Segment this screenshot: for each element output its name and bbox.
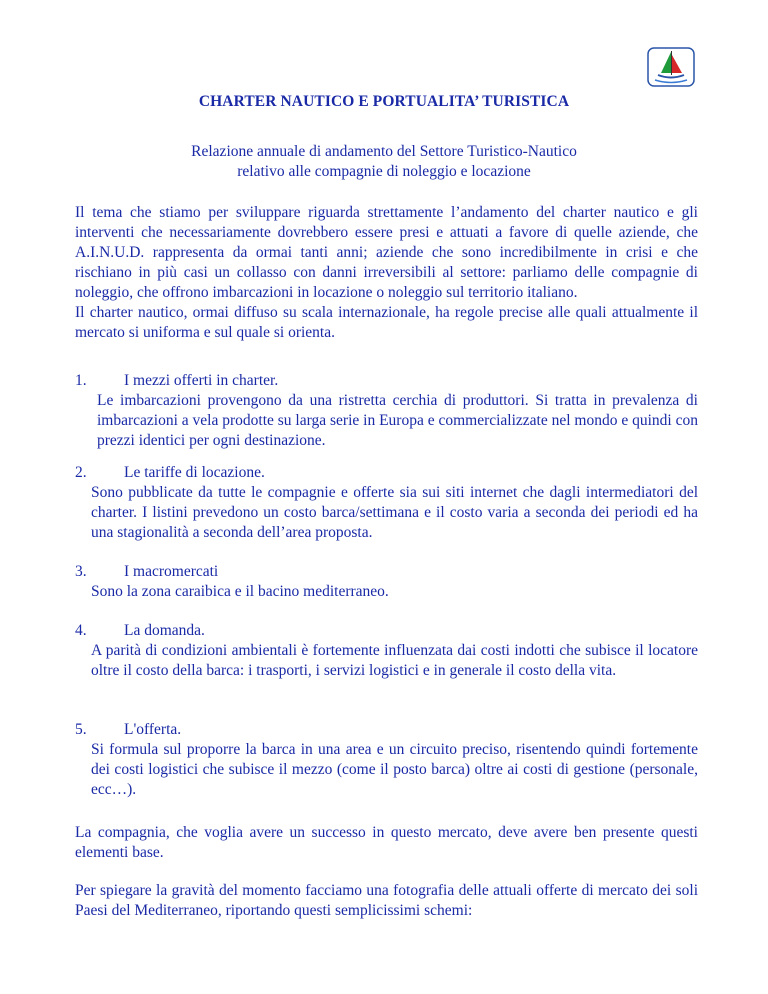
item-number: 1. xyxy=(75,372,87,389)
intro-paragraph-2: Il charter nautico, ormai diffuso su scala internazionale, ha regole precise alle quali attualmente il mercato si uniforma e sul quale si orienta. xyxy=(75,304,698,341)
item-heading: La domanda. xyxy=(124,622,205,639)
item-number: 4. xyxy=(75,622,87,639)
item-text: Sono la zona caraibica e il bacino mediterraneo. xyxy=(91,583,389,600)
list-item xyxy=(75,371,698,451)
document-title: CHARTER NAUTICO E PORTUALITA’ TURISTICA xyxy=(198,93,570,110)
closing-paragraph-1: La compagnia, che voglia avere un successo in questo mercato, deve avere ben presente questi elementi base. xyxy=(75,824,698,861)
list-item xyxy=(75,621,698,681)
list-item xyxy=(75,463,698,543)
item-number: 2. xyxy=(75,464,87,481)
intro-paragraph-1: Il tema che stiamo per sviluppare riguarda strettamente l’andamento del charter nautico e gli interventi che necessariamente dovrebbero essere presi e attuati a favore di quelle aziende, che A.I.N.U.D. rappresenta da ormai tanti anni; aziende che sono incredibilmente in crisi e che rischiano in più casi un collasso con danni irreversibili al settore: parliamo delle compagnie di noleggio, che offrono imbarcazioni in locazione o noleggio sul territorio italiano. xyxy=(75,204,698,301)
subtitle-line-2: relativo alle compagnie di noleggio e locazione xyxy=(237,163,531,180)
document-subtitle xyxy=(0,142,768,182)
item-text: Si formula sul proporre la barca in una area e un circuito preciso, risentendo quindi fortemente dei costi logistici che subisce il mezzo (come il posto barca) oltre ai costi di gestione (personale, ecc…). xyxy=(91,741,698,798)
item-heading: Le tariffe di locazione. xyxy=(124,464,265,481)
intro-section xyxy=(75,203,698,343)
closing-paragraph-2: Per spiegare la gravità del momento facciamo una fotografia delle attuali offerte di mercato dei soli Paesi del Mediterraneo, riportando questi semplicissimi schemi: xyxy=(75,882,698,919)
subtitle-line-1: Relazione annuale di andamento del Settore Turistico-Nautico xyxy=(191,143,577,160)
item-text: Sono pubblicate da tutte le compagnie e offerte sia sui siti internet che dagli intermediatori del charter. I listini prevedono un costo barca/settimana e il costo varia a seconda dei periodi ed ha una stagionalità a seconda dell’area proposta. xyxy=(91,484,698,541)
list-item xyxy=(75,562,698,602)
item-heading: I mezzi offerti in charter. xyxy=(124,372,279,389)
closing-paragraph-2-block xyxy=(75,881,698,921)
closing-paragraph-1-block xyxy=(75,823,698,863)
item-heading: I macromercati xyxy=(124,563,219,580)
list-item xyxy=(75,720,698,800)
item-number: 3. xyxy=(75,563,87,580)
sailboat-logo-icon xyxy=(647,47,695,87)
item-number: 5. xyxy=(75,721,87,738)
item-text: Le imbarcazioni provengono da una ristretta cerchia di produttori. Si tratta in prevalenza di imbarcazioni a vela prodotte su larga serie in Europa e commercializzate nel mondo e quindi con prezzi identici per ogni destinazione. xyxy=(97,392,698,449)
item-text: A parità di condizioni ambientali è fortemente influenzata dai costi indotti che subisce il locatore oltre il costo della barca: i trasporti, i servizi logistici e in generale il costo della vita. xyxy=(91,642,698,679)
item-heading: L'offerta. xyxy=(124,721,182,738)
